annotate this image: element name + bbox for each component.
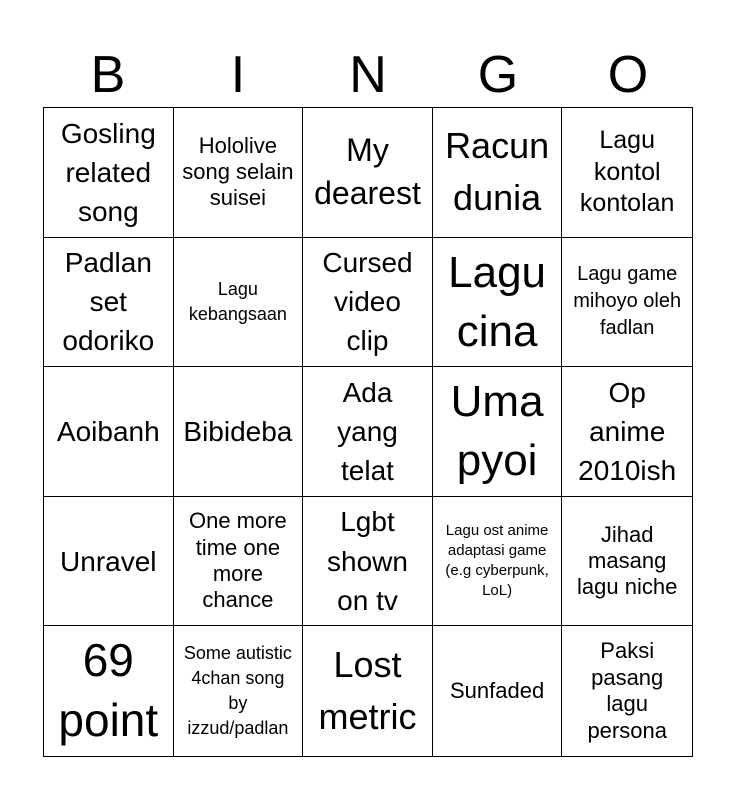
bingo-cell-r4c2[interactable]: One more time one more chance	[174, 497, 304, 627]
bingo-cell-r4c1[interactable]: Unravel	[44, 497, 174, 627]
bingo-cell-r1c3[interactable]: My dearest	[303, 108, 433, 238]
bingo-cell-r3c4[interactable]: Uma pyoi	[433, 367, 563, 497]
bingo-cell-r5c1[interactable]: 69 point	[44, 626, 174, 756]
bingo-cell-r1c2[interactable]: Hololive song selain suisei	[174, 108, 304, 238]
bingo-cell-r5c3[interactable]: Lost metric	[303, 626, 433, 756]
bingo-cell-r2c4[interactable]: Lagu cina	[433, 238, 563, 368]
bingo-cell-r1c1[interactable]: Gosling related song	[44, 108, 174, 238]
bingo-cell-r4c3[interactable]: Lgbt shown on tv	[303, 497, 433, 627]
bingo-cell-r3c2[interactable]: Bibideba	[174, 367, 304, 497]
bingo-cell-r2c3[interactable]: Cursed video clip	[303, 238, 433, 368]
header-letter-i: I	[230, 46, 246, 104]
bingo-cell-r5c5[interactable]: Paksi pasang lagu persona	[587, 638, 667, 743]
bingo-cell-r1c4[interactable]: Racun dunia	[433, 108, 563, 238]
bingo-header	[43, 42, 693, 108]
bingo-cell-r4c5[interactable]: Jihad masang lagu niche	[562, 497, 692, 627]
bingo-cell-r5c2[interactable]: Some autistic 4chan song by izzud/padlan	[174, 626, 304, 756]
bingo-cell-r3c1[interactable]: Aoibanh	[44, 367, 174, 497]
bingo-cell-r2c2[interactable]: Lagu kebangsaan	[174, 238, 304, 368]
bingo-board	[43, 107, 693, 757]
bingo-cell-r3c3[interactable]: Ada yang telat	[303, 367, 433, 497]
bingo-cell-r4c4[interactable]: Lagu ost anime adaptasi game (e.g cyberpunk, LoL)	[433, 497, 563, 627]
header-letter-n: N	[349, 46, 387, 104]
header-letter-b: B	[90, 46, 126, 104]
bingo-cell-r1c5[interactable]: Lagu kontol kontolan	[562, 108, 692, 238]
header-letter-g: G	[477, 46, 519, 104]
header-letter-o: O	[607, 46, 649, 104]
bingo-cell-r5c4[interactable]: Sunfaded	[433, 626, 563, 756]
bingo-cell-r2c5[interactable]: Lagu game mihoyo oleh fadlan	[562, 238, 692, 368]
bingo-cell-r2c1[interactable]: Padlan set odoriko	[44, 238, 174, 368]
bingo-cell-r3c5[interactable]: Op anime 2010ish	[562, 367, 692, 497]
